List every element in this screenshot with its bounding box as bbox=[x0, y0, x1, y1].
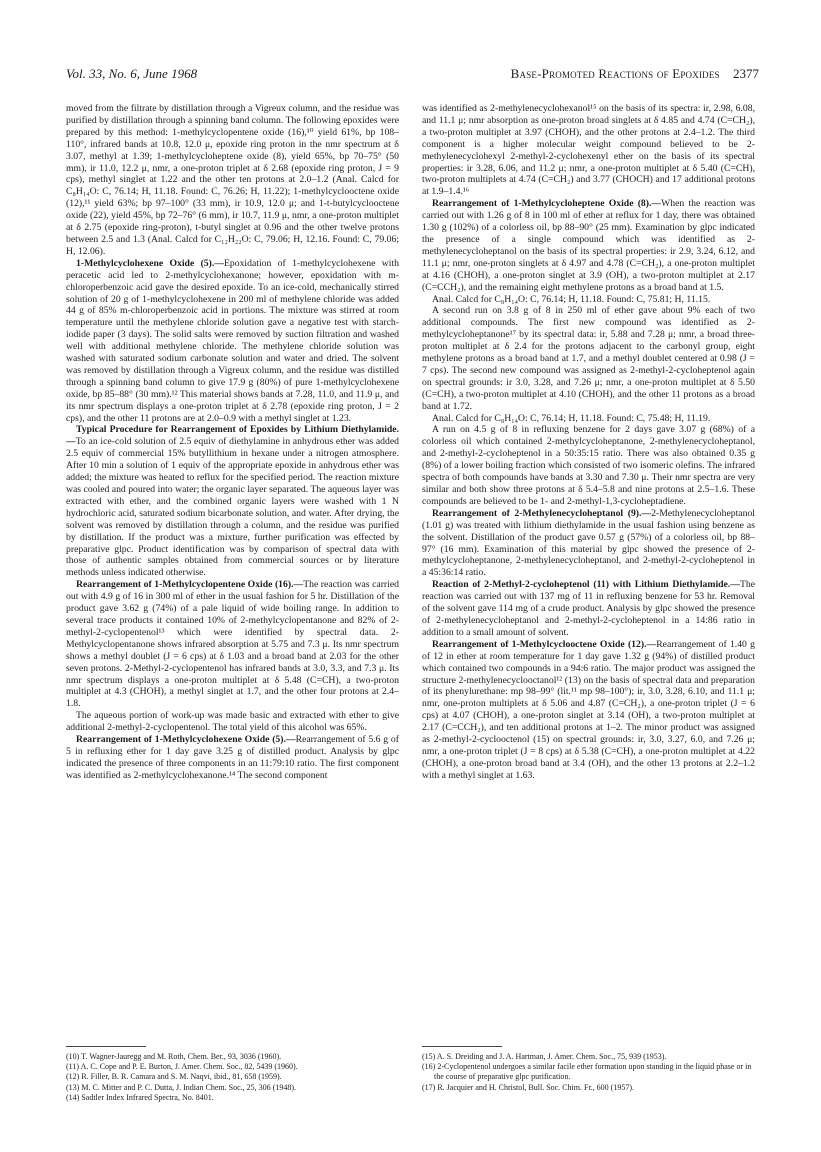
page-number: 2377 bbox=[733, 66, 759, 81]
section-run-in-heading: Rearrangement of 1-Methylcyclopentene Oxide (16).— bbox=[76, 579, 304, 591]
footnote: (17) R. Jacquier and H. Christol, Bull. Soc. Chim. Fr., 600 (1957). bbox=[422, 1082, 634, 1092]
footnote: (15) A. S. Dreiding and J. A. Hartman, J. Amer. Chem. Soc., 75, 939 (1953). bbox=[422, 1052, 667, 1061]
paragraph: Anal. Calcd for C₈H₁₄O: C, 76.14; H, 11.18. Found: C, 75.81; H, 11.15. bbox=[432, 293, 711, 305]
journal-volume-info: Vol. 33, No. 6, June 1968 bbox=[66, 66, 198, 81]
section-run-in-heading: Rearrangement of 2-Methylenecycloheptanol (9).— bbox=[432, 507, 652, 519]
footnote: (10) T. Wagner-Jauregg and M. Roth, Chem. Ber., 93, 3036 (1960). bbox=[66, 1052, 282, 1061]
paragraph: was identified as 2-methylenecyclohexanol¹⁵ on the basis of its spectra: ir, 2.98, 6.08, and 11.1 μ; nmr absorption as one-proton broad singlets at δ 4.85 and 4.74 (C=CH₂), a two-proton multiplet at 3.97 (CHOH), and the other protons at 2.4–1.2. The third component is a higher molecular weight compound believed to be 2-methylenecyclohexyl 2-methyl-2-cyclohexenyl ether on the basis of its spectral properties: ir 3.28, 6.06, and 11.2 μ; nmr, a one-proton multiplet at δ 5.40 (C=CH), two-proton multiplets at 4.74 (C=CH₂) and 3.77 (CHOCH) and 17 additional protons at 1.9–1.4.¹⁶ bbox=[422, 103, 755, 198]
footnote: (14) Sadtler Index Infrared Spectra, No. 8401. bbox=[66, 1092, 214, 1102]
footnote-divider bbox=[66, 1046, 146, 1047]
running-title: Base-Promoted Reactions of Epoxides bbox=[510, 66, 720, 81]
footnote: (13) M. C. Mitter and P. C. Dutta, J. Indian Chem. Soc., 25, 306 (1948). bbox=[66, 1082, 296, 1092]
footnote-divider bbox=[422, 1046, 502, 1047]
paragraph: Typical Procedure for Rearrangement of Epoxides by Lithium Diethylamide.—To an ice-cold solution of 2.5 equiv of diethylamine in anhydrous ether was added 2.5 equiv of commercial 15% butyllithium in hexane under a nitrogen atmosphere. After 10 min a solution of 1 equiv of the appropriate epoxide in anhydrous ether was added; the mixture was heated to reflux for the specified period. The reaction mixture was cooled and poured into water; the organic layer separated. The aqueous layer was extracted with ether, and the combined organic layers were washed with 1 N hydrochloric acid, saturated sodium bicarbonate solution, and water. After drying, the solvent was removed by distillation through a column, and the residue was purified by distillation. If the product was a mixture, further purification was effected by preparative glpc. Product identification was by comparison of spectral data with those of authentic samples obtained from commercial sources or by literature methods unless indicated otherwise. bbox=[66, 424, 399, 579]
paragraph: The aqueous portion of work-up was made basic and extracted with ether to give additional 2-methyl-2-cyclopentenol. The total yield of this alcohol was 65%. bbox=[66, 710, 399, 734]
paragraph: Rearrangement of 1-Methylcycloheptene Oxide (8).—When the reaction was carried out with 1.26 g of 8 in 100 ml of ether at reflux for 1 day, there was obtained 1.30 g (102%) of a colorless oil, bp 88–90° (25 mm). Examination by glpc indicated the presence of a single compound which was identified as 2-methylenecycloheptanol on the basis of its spectral properties: ir 2.9, 3.24, 6.12, and 11.1 μ; nmr, one-proton singlets at δ 4.97 and 4.78 (C=CH₂), a one-proton multiplet at 4.16 (CHOH), a one-proton singlet at 3.9 (OH), a two-proton multiplet at 2.17 (C=CCH₂), and the remaining eight methylene protons as a broad band at 1.5. bbox=[422, 198, 755, 293]
paragraph: A run on 4.5 g of 8 in refluxing benzene for 2 days gave 3.07 g (68%) of a colorless oil which contained 2-methylcycloheptanone, 2-methylenecycloheptanol, and 2-methyl-2-cycloheptenol in a 50:35:15 ratio. There was also obtained 0.35 g (8%) of a lower boiling fraction which consisted of two isomeric olefins. The infrared spectra of both compounds have bands at 3.30 and 7.30 μ. Their nmr spectra are very similar and both show three protons at δ 5.4–5.8 and nine protons at 2.5–1.6. These compounds are believed to be 1- and 2-methyl-1,3-cycloheptadiene. bbox=[422, 424, 755, 507]
footnote: (16) 2-Cyclopentenol undergoes a similar facile ether formation upon standing in the liquid phase or in the course of preparative glpc purification. bbox=[422, 1062, 752, 1082]
paragraph: A second run on 3.8 g of 8 in 250 ml of ether gave about 9% each of two additional compounds. The first new compound was identified as 2-methylcycloheptanone¹⁷ by its spectral data: ir, 5.88 and 7.28 μ; nmr, a broad three-proton multiplet at δ 2.4 for the protons adjacent to the carbonyl group, eight methylene protons as a broad band at 1.7, and a methyl doublet centered at 0.98 (J = 7 cps). The second new compound was assigned as 2-methyl-2-cycloheptenol again on spectral grounds: ir 3.0, 3.28, and 7.26 μ; nmr, a one-proton multiplet at δ 5.50 (C=CH), a two-proton multiplet at 4.10 (CHOH), and the other 11 protons as a broad band at 1.72. bbox=[422, 305, 755, 412]
section-run-in-heading: Rearrangement of 1-Methylcyclooctene Oxide (12).— bbox=[432, 638, 657, 650]
header-right bbox=[511, 66, 759, 82]
paragraph: 1-Methylcyclohexene Oxide (5).—Epoxidation of 1-methylcyclohexene with peracetic acid led to 2-methylcyclohexanone; however, epoxidation with m-chloroperbenzoic acid gave the desired epoxide. To an ice-cold, mechanically stirred solution of 20 g of 1-methylcyclohexene in 200 ml of methylene chloride was added 44 g of 85% m-chloroperbenzoic acid in portions. The mixture was stirred at room temperature until the methylene chloride solution gave a negative test with starch-iodide paper (3 days). The solid salts were removed by suction filtration and washed well with additional methylene chloride. The methylene chloride solution was washed with saturated sodium carbonate solution and water and dried. The solvent was removed by distillation through a Vigreux column, and the residue was distilled through a spinning band column to give 17.9 g (80%) of pure 1-methylcyclohexene oxide, bp 85–88° (30 mm).¹² This material shows bands at 7.28, 11.0, and 11.9 μ, and its nmr spectrum displays a one-proton triplet at δ 2.78 (epoxide ring proton, J = 2 cps), and the other 11 protons are at 2.0–0.9 with a methyl singlet at 1.23. bbox=[66, 257, 399, 424]
footnote: (12) R. Filler, B. R. Camara and S. M. Naqvi, ibid., 81, 658 (1959). bbox=[66, 1072, 282, 1082]
paragraph: Rearrangement of 1-Methylcyclooctene Oxide (12).—Rearrangement of 1.40 g of 12 in ether at room temperature for 1 day gave 1.32 g (94%) of distilled product which contained two compounds in a 94:6 ratio. The major product was assigned the structure 2-methylenecyclooctanol¹² (13) on the basis of spectral data and preparation of its phenylurethane: mp 98–99° (lit.¹¹ mp 98–100°); ir, 3.0, 3.28, 6.10, and 11.1 μ; nmr, one-proton multiplets at δ 5.06 and 4.87 (C=CH₂), a one-proton triplet (J = 6 cps) at 4.07 (CHOH), a one-proton singlet at 3.14 (OH), a two-proton multiplet at 2.17 (C=CCH₂), and ten additional protons at 1–2. The minor product was assigned as 2-methyl-2-cyclooctenol (15) on spectral grounds: ir, 3.0, 3.27, 6.0, and 7.26 μ; nmr, a one-proton triplet (J = 8 cps) at δ 5.38 (C=CH), a one-proton multiplet at 4.22 (CHOH), a one-proton broad band at 3.4 (OH), and the other 13 protons at 2.2–1.2 with a methyl singlet at 1.63. bbox=[422, 638, 755, 781]
running-header bbox=[66, 66, 759, 84]
paragraph: Rearrangement of 2-Methylenecycloheptanol (9).—2-Methylenecycloheptanol (1.01 g) was treated with lithium diethylamide in the usual fashion using benzene as the solvent. Distillation of the product gave 0.57 g (57%) of a colorless oil, bp 88–97° (16 mm). Examination of this material by glpc showed the presence of 2-methylcycloheptanone, 2-methylenecycloheptanol, and 2-methyl-2-cycloheptenol in a 45:36:14 ratio. bbox=[422, 507, 755, 579]
paragraph: Rearrangement of 1-Methylcyclopentene Oxide (16).—The reaction was carried out with 4.9 g of 16 in 300 ml of ether in the usual fashion for 5 hr. Distillation of the product gave 3.62 g (74%) of a pale liquid of wide boiling range. In addition to several trace products it contained 10% of 2-methylcyclopentanone and 82% of 2-methyl-2-cyclopentenol¹³ which were identified by spectral data. 2-Methylcyclopentanone shows infrared absorption at 5.75 and 7.3 μ. Its nmr spectrum shows a methyl doublet (J = 6 cps) at δ 1.03 and a broad band at 2.03 for the other seven protons. 2-Methyl-2-cyclopentenol has infrared bands at 3.0, 3.3, and 7.3 μ. Its nmr spectrum displays a one-proton multiplet at δ 5.48 (C=CH), a two-proton multiplet at 4.3 (CHOH), a methyl singlet at 1.7, and the other four protons at 2.4–1.8. bbox=[66, 579, 399, 710]
footnotes-left bbox=[66, 1052, 399, 1103]
section-run-in-heading: 1-Methylcyclohexene Oxide (5).— bbox=[76, 257, 224, 269]
paragraph: Anal. Calcd for C₈H₁₄O: C, 76.14; H, 11.18. Found: C, 75.48; H, 11.19. bbox=[432, 412, 711, 424]
footnotes-right bbox=[422, 1052, 755, 1093]
paragraph: Rearrangement of 1-Methylcyclohexene Oxide (5).—Rearrangement of 5.6 g of 5 in refluxing ether for 1 day gave 3.25 g of distilled product. Analysis by glpc indicated the presence of three components in an 11:79:10 ratio. The first component was identified as 2-methylcyclohexanone.¹⁴ The second component bbox=[66, 734, 399, 781]
section-run-in-heading: Reaction of 2-Methyl-2-cycloheptenol (11) with Lithium Diethylamide.— bbox=[432, 579, 740, 591]
paragraph: Reaction of 2-Methyl-2-cycloheptenol (11) with Lithium Diethylamide.—The reaction was carried out with 137 mg of 11 in refluxing benzene for 53 hr. Removal of the solvent gave 114 mg of a crude product. Analysis by glpc showed the presence of 2-methylenecycloheptanol and 2-methyl-2-cycloheptenol in a 14:86 ratio in addition to a small amount of solvent. bbox=[422, 579, 755, 638]
left-column bbox=[66, 103, 399, 1041]
paragraph: moved from the filtrate by distillation through a Vigreux column, and the residue was purified by distillation through a spinning band column. The following epoxides were prepared by this method: 1-methylcyclopentene oxide (16),¹⁰ yield 61%, bp 108–110°, infrared bands at 10.8, 12.0 μ, epoxide ring proton in the nmr spectrum at δ 3.07, methyl at 1.39; 1-methylcycloheptene oxide (8), yield 65%, bp 70–75° (50 mm), ir 11.0, 12.2 μ, nmr, a one-proton triplet at δ 2.68 (epoxide ring proton, J = 9 cps), methyl singlet at 1.22 and the other ten protons at 2.0–1.2 (Anal. Calcd for C₈H₁₄O: C, 76.14; H, 11.18. Found: C, 76.26; H, 11.22); 1-methylcyclooctene oxide (12),¹¹ yield 63%; bp 97–100° (33 mm), ir 10.9, 12.0 μ; and 1-t-butylcyclooctene oxide (22), yield 45%, bp 72–76° (6 mm), ir 10.7, 11.9 μ, nmr, a one-proton multiplet at δ 2.75 (epoxide ring-proton), t-butyl singlet at 0.96 and the other twelve protons between 2.5 and 1.3 (Anal. Calcd for C₁₂H₂₂O: C, 79.06; H, 12.16. Found: C, 79.06; H, 12.06). bbox=[66, 103, 399, 257]
section-run-in-heading: Rearrangement of 1-Methylcyclohexene Oxide (5).— bbox=[76, 734, 296, 746]
right-column bbox=[422, 103, 755, 1041]
section-run-in-heading: Typical Procedure for Rearrangement of Epoxides by Lithium Diethylamide.— bbox=[66, 424, 399, 448]
section-run-in-heading: Rearrangement of 1-Methylcycloheptene Oxide (8).— bbox=[432, 198, 662, 210]
footnote: (11) A. C. Cope and P. E. Burton, J. Amer. Chem. Soc., 82, 5439 (1960). bbox=[66, 1062, 298, 1072]
